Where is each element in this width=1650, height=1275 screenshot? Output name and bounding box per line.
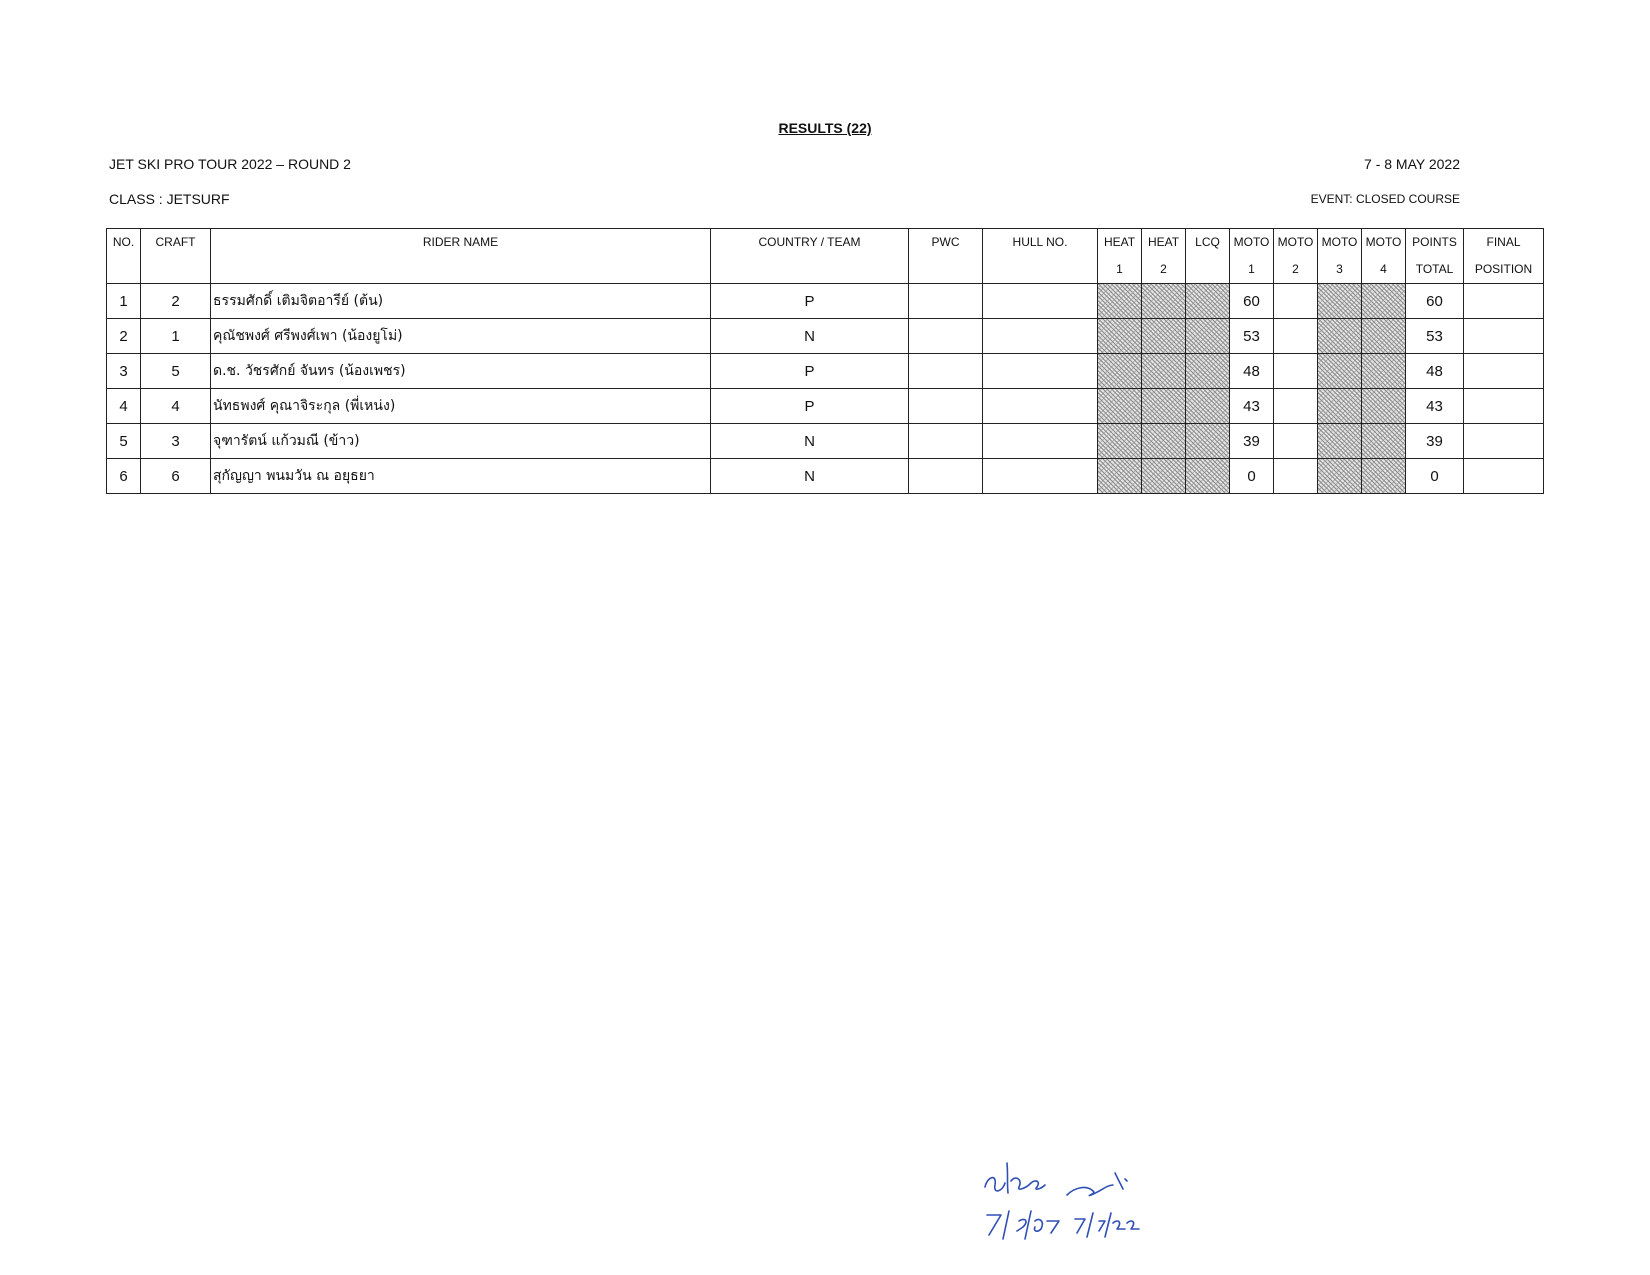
cell-rider: จุฑารัตน์ แก้วมณี (ข้าว) xyxy=(211,424,711,459)
table-body xyxy=(107,284,1544,494)
cell-moto4 xyxy=(1362,319,1406,354)
cell-heat2 xyxy=(1142,354,1186,389)
cell-final xyxy=(1464,424,1544,459)
cell-no: 4 xyxy=(107,389,141,424)
event-name: JET SKI PRO TOUR 2022 – ROUND 2 xyxy=(109,156,351,172)
cell-moto3 xyxy=(1318,319,1362,354)
cell-total: 48 xyxy=(1406,354,1464,389)
cell-moto4 xyxy=(1362,354,1406,389)
cell-craft: 5 xyxy=(141,354,211,389)
column-header xyxy=(983,229,1098,284)
cell-total: 43 xyxy=(1406,389,1464,424)
cell-moto2 xyxy=(1274,459,1318,494)
cell-team: P xyxy=(711,284,909,319)
cell-heat2 xyxy=(1142,319,1186,354)
cell-hull xyxy=(983,389,1098,424)
handwritten-signature xyxy=(975,1155,1165,1255)
column-header-label: POINTS xyxy=(1412,235,1457,249)
table-header xyxy=(107,229,1544,284)
column-header-label: MOTO xyxy=(1277,235,1314,249)
column-header-sublabel: 1 xyxy=(1248,262,1255,276)
cell-hull xyxy=(983,319,1098,354)
cell-hull xyxy=(983,424,1098,459)
cell-team: P xyxy=(711,389,909,424)
cell-total: 60 xyxy=(1406,284,1464,319)
cell-rider: คุณัชพงศ์ ศรีพงศ์เพา (น้องยูโม่) xyxy=(211,319,711,354)
table-row xyxy=(107,424,1544,459)
cell-lcq xyxy=(1186,284,1230,319)
column-header xyxy=(1406,229,1464,284)
column-header-sublabel xyxy=(211,256,710,283)
column-header-label: COUNTRY / TEAM xyxy=(758,235,861,249)
cell-heat2 xyxy=(1142,389,1186,424)
cell-total: 0 xyxy=(1406,459,1464,494)
cell-craft: 2 xyxy=(141,284,211,319)
cell-final xyxy=(1464,319,1544,354)
column-header-sublabel: 2 xyxy=(1292,262,1299,276)
column-header xyxy=(1318,229,1362,284)
column-header-sublabel: 4 xyxy=(1380,262,1387,276)
table-row xyxy=(107,319,1544,354)
column-header xyxy=(1464,229,1544,284)
column-header xyxy=(1274,229,1318,284)
cell-rider: นัทธพงศ์ คุณาจิระกุล (พี่เหน่ง) xyxy=(211,389,711,424)
event-dates: 7 - 8 MAY 2022 xyxy=(1364,156,1460,172)
column-header-label: HULL NO. xyxy=(1012,235,1068,249)
cell-heat1 xyxy=(1098,389,1142,424)
cell-moto2 xyxy=(1274,389,1318,424)
column-header xyxy=(107,229,141,284)
cell-final xyxy=(1464,284,1544,319)
cell-no: 3 xyxy=(107,354,141,389)
column-header xyxy=(211,229,711,284)
cell-lcq xyxy=(1186,424,1230,459)
column-header-sublabel xyxy=(909,256,982,283)
document-title: RESULTS (22) xyxy=(778,120,872,136)
cell-moto3 xyxy=(1318,389,1362,424)
cell-heat2 xyxy=(1142,459,1186,494)
cell-final xyxy=(1464,354,1544,389)
cell-no: 1 xyxy=(107,284,141,319)
column-header-label: PWC xyxy=(931,235,960,249)
cell-moto1: 53 xyxy=(1230,319,1274,354)
cell-lcq xyxy=(1186,354,1230,389)
cell-hull xyxy=(983,459,1098,494)
column-header xyxy=(1230,229,1274,284)
cell-heat1 xyxy=(1098,319,1142,354)
cell-craft: 4 xyxy=(141,389,211,424)
column-header xyxy=(1098,229,1142,284)
cell-pwc xyxy=(909,319,983,354)
cell-total: 53 xyxy=(1406,319,1464,354)
cell-heat1 xyxy=(1098,354,1142,389)
cell-craft: 6 xyxy=(141,459,211,494)
column-header xyxy=(1142,229,1186,284)
cell-no: 2 xyxy=(107,319,141,354)
cell-hull xyxy=(983,354,1098,389)
cell-team: N xyxy=(711,424,909,459)
cell-rider: สุกัญญา พนมวัน ณ อยุธยา xyxy=(211,459,711,494)
column-header xyxy=(711,229,909,284)
column-header-sublabel: 2 xyxy=(1160,262,1167,276)
column-header xyxy=(1362,229,1406,284)
cell-moto2 xyxy=(1274,284,1318,319)
results-table xyxy=(106,228,1544,494)
cell-moto2 xyxy=(1274,424,1318,459)
column-header-label: LCQ xyxy=(1195,235,1220,249)
event-type: EVENT: CLOSED COURSE xyxy=(1310,192,1460,206)
cell-moto3 xyxy=(1318,284,1362,319)
cell-no: 6 xyxy=(107,459,141,494)
cell-team: N xyxy=(711,459,909,494)
cell-hull xyxy=(983,284,1098,319)
column-header-sublabel xyxy=(711,256,908,283)
cell-moto2 xyxy=(1274,354,1318,389)
column-header-label: MOTO xyxy=(1233,235,1270,249)
cell-heat1 xyxy=(1098,459,1142,494)
header-row xyxy=(107,229,1544,284)
cell-lcq xyxy=(1186,319,1230,354)
cell-moto3 xyxy=(1318,459,1362,494)
column-header-sublabel: 3 xyxy=(1336,262,1343,276)
cell-moto1: 39 xyxy=(1230,424,1274,459)
cell-pwc xyxy=(909,459,983,494)
table-row xyxy=(107,459,1544,494)
table-row xyxy=(107,354,1544,389)
column-header-label: NO. xyxy=(112,235,135,249)
column-header-sublabel xyxy=(141,256,210,283)
column-header-label: CRAFT xyxy=(155,235,196,249)
cell-moto4 xyxy=(1362,424,1406,459)
column-header-sublabel: POSITION xyxy=(1474,262,1533,276)
cell-lcq xyxy=(1186,459,1230,494)
cell-final xyxy=(1464,459,1544,494)
cell-lcq xyxy=(1186,389,1230,424)
table-row xyxy=(107,284,1544,319)
cell-moto3 xyxy=(1318,424,1362,459)
cell-heat2 xyxy=(1142,284,1186,319)
column-header xyxy=(141,229,211,284)
column-header-label: HEAT xyxy=(1147,235,1180,249)
column-header-label: FINAL xyxy=(1486,235,1521,249)
cell-team: P xyxy=(711,354,909,389)
cell-craft: 1 xyxy=(141,319,211,354)
cell-total: 39 xyxy=(1406,424,1464,459)
column-header-sublabel xyxy=(107,256,140,283)
column-header-sublabel: TOTAL xyxy=(1415,262,1454,276)
column-header-sublabel: 1 xyxy=(1116,262,1123,276)
cell-team: N xyxy=(711,319,909,354)
column-header xyxy=(1186,229,1230,284)
column-header-sublabel xyxy=(1186,256,1229,283)
column-header-sublabel xyxy=(983,256,1097,283)
column-header-label: MOTO xyxy=(1321,235,1358,249)
cell-rider: ด.ช. วัชรศักย์ จันทร (น้องเพชร) xyxy=(211,354,711,389)
cell-moto4 xyxy=(1362,389,1406,424)
cell-moto2 xyxy=(1274,319,1318,354)
cell-heat1 xyxy=(1098,284,1142,319)
cell-moto4 xyxy=(1362,284,1406,319)
cell-pwc xyxy=(909,354,983,389)
cell-pwc xyxy=(909,389,983,424)
column-header-label: RIDER NAME xyxy=(422,235,499,249)
cell-moto1: 48 xyxy=(1230,354,1274,389)
cell-pwc xyxy=(909,424,983,459)
column-header-label: MOTO xyxy=(1365,235,1402,249)
cell-heat1 xyxy=(1098,424,1142,459)
column-header xyxy=(909,229,983,284)
cell-craft: 3 xyxy=(141,424,211,459)
cell-final xyxy=(1464,389,1544,424)
table-row xyxy=(107,389,1544,424)
cell-rider: ธรรมศักดิ์ เติมจิตอารีย์ (ต้น) xyxy=(211,284,711,319)
cell-pwc xyxy=(909,284,983,319)
cell-moto1: 60 xyxy=(1230,284,1274,319)
cell-moto3 xyxy=(1318,354,1362,389)
cell-moto1: 0 xyxy=(1230,459,1274,494)
cell-moto4 xyxy=(1362,459,1406,494)
cell-no: 5 xyxy=(107,424,141,459)
class-label: CLASS : JETSURF xyxy=(109,191,230,207)
cell-moto1: 43 xyxy=(1230,389,1274,424)
column-header-label: HEAT xyxy=(1103,235,1136,249)
cell-heat2 xyxy=(1142,424,1186,459)
